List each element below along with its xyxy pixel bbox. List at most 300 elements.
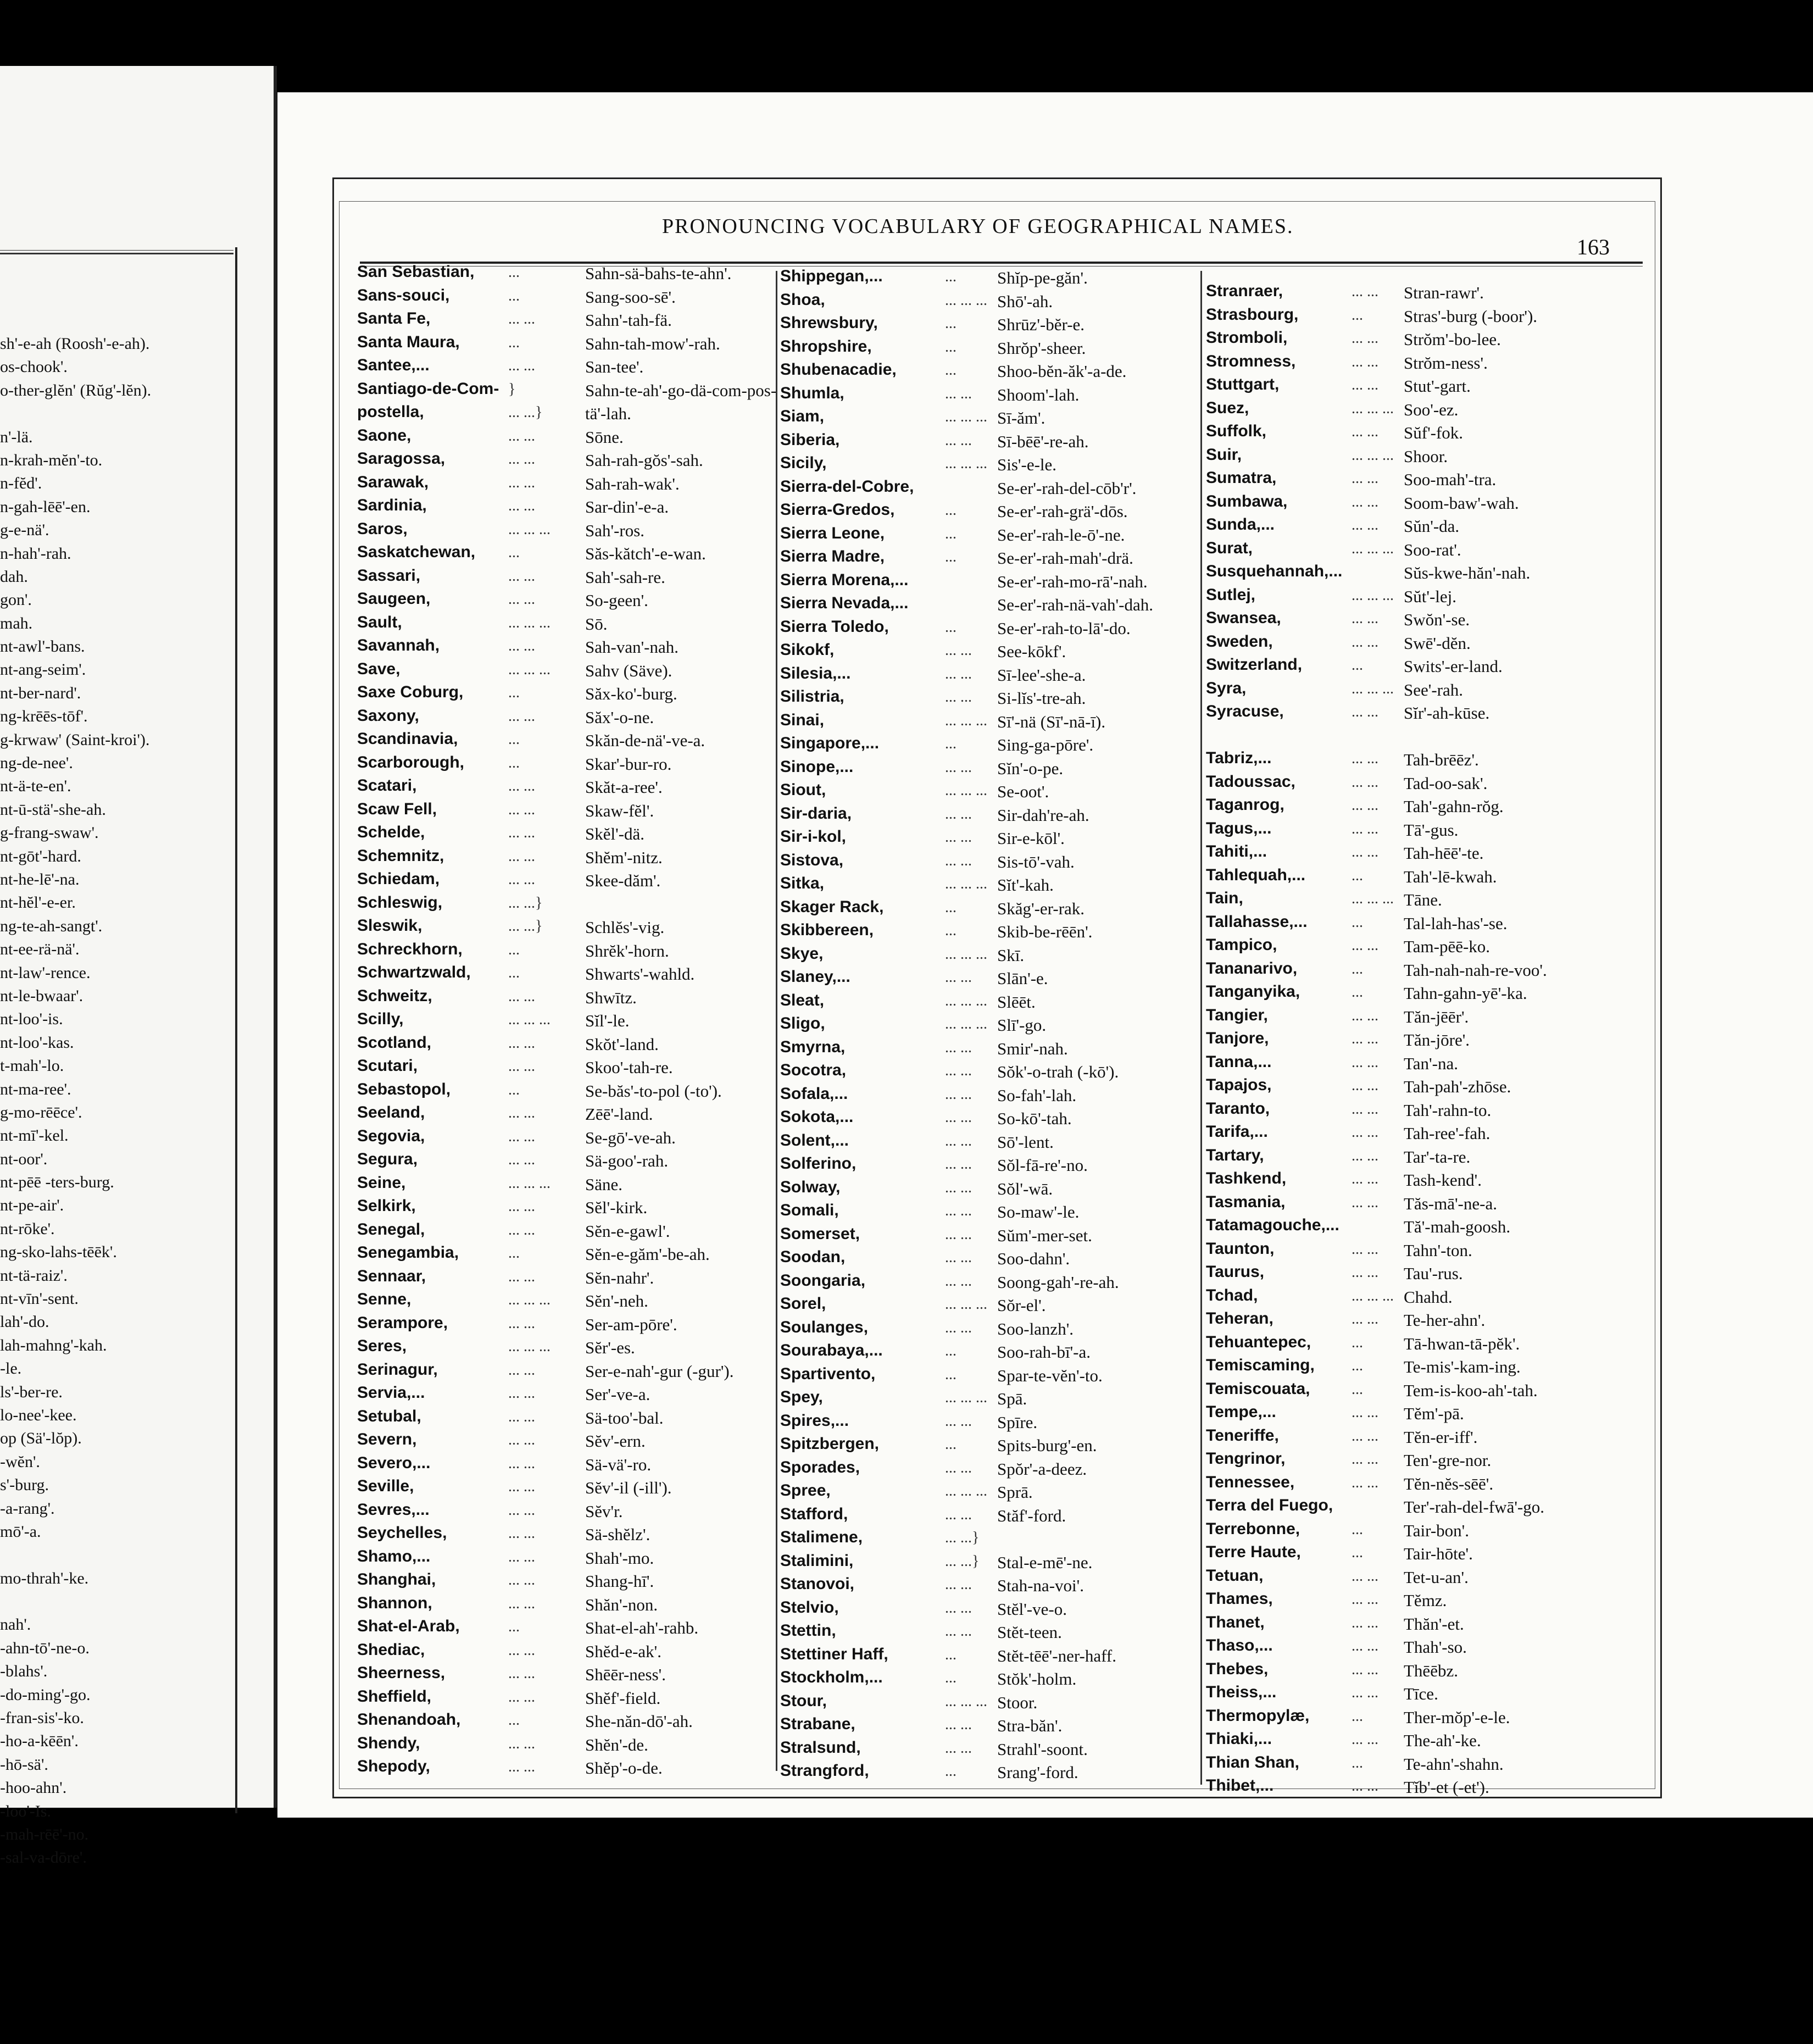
leader-dots: ... ... <box>945 1412 972 1430</box>
leader-dots: ... ... <box>1352 773 1378 791</box>
pronunciation: Tash-kend'. <box>1404 1170 1482 1190</box>
leader-dots: ... ... <box>945 852 972 869</box>
leader-dots: ... ... <box>1352 1264 1378 1281</box>
leader-dots: ... <box>508 1245 520 1262</box>
pronunciation: Sĭt'-kah. <box>997 875 1054 895</box>
vocabulary-entry <box>357 1710 764 1734</box>
left-list-line: os-chook'. <box>0 358 68 376</box>
place-name: Severn, <box>357 1430 417 1448</box>
vocabulary-entry <box>780 618 1198 641</box>
pronunciation: Shĕn'-de. <box>585 1735 648 1754</box>
vocabulary-entry <box>1206 539 1645 563</box>
leader-dots: ... ... <box>508 1385 535 1402</box>
vocabulary-entry <box>1206 1006 1645 1030</box>
left-list-line: o-ther-glĕn' (Rŭg'-lĕn). <box>0 381 152 399</box>
leader-dots: ... ... <box>508 1595 535 1612</box>
leader-dots: ... ... <box>508 1548 535 1565</box>
place-name: Sheerness, <box>357 1664 446 1682</box>
vocabulary-entry <box>780 1575 1198 1598</box>
vocabulary-entry <box>1206 1660 1645 1684</box>
place-name: Shoa, <box>780 290 825 309</box>
vocabulary-entry <box>1206 1193 1645 1217</box>
leader-dots: ... <box>1352 1707 1363 1725</box>
leader-dots: ... ... <box>1352 843 1378 860</box>
vocabulary-entry <box>780 1388 1198 1412</box>
place-name: Temiscouata, <box>1206 1379 1310 1398</box>
pronunciation: Smir'-nah. <box>997 1038 1068 1058</box>
pronunciation: Tah-pah'-zhōse. <box>1404 1077 1511 1096</box>
pronunciation: Sahn-tah-mow'-rah. <box>585 334 720 353</box>
place-name: Syra, <box>1206 679 1247 697</box>
vocabulary-entry <box>357 963 764 987</box>
place-name: Shippegan,... <box>780 267 883 285</box>
vocabulary-entry <box>1206 959 1645 983</box>
vocabulary-entry <box>780 711 1198 735</box>
pronunciation: Spits-burg'-en. <box>997 1436 1097 1455</box>
place-name: Shropshire, <box>780 337 872 356</box>
pronunciation: Tĕn-er-iff'. <box>1404 1427 1478 1447</box>
vocabulary-entry <box>1206 1426 1645 1450</box>
place-name: Solway, <box>780 1177 841 1196</box>
leader-dots: ... ... <box>945 1319 972 1336</box>
pronunciation: Sŏk'-o-trah (-kō'). <box>997 1062 1119 1081</box>
leader-dots: ... ... <box>1352 1030 1378 1047</box>
pronunciation: Tīce. <box>1404 1684 1438 1703</box>
leader-dots: ... ... ... <box>945 408 987 425</box>
leader-dots: ... <box>1352 1754 1363 1771</box>
place-name: Somali, <box>780 1201 839 1219</box>
place-name: Saskatchewan, <box>357 543 476 561</box>
leader-dots: ... ... <box>1352 516 1378 534</box>
leader-dots: ... ... ... <box>1352 680 1394 697</box>
left-list-line: -ho-a-kēēn'. <box>0 1732 79 1751</box>
leader-dots: ... ... <box>1352 283 1378 300</box>
vocabulary-entry <box>780 384 1198 408</box>
place-name: Schwartzwald, <box>357 963 471 981</box>
pronunciation: Tăs-mā'-ne-a. <box>1404 1193 1497 1213</box>
leader-dots: ... ... <box>945 969 972 986</box>
place-name: Tchad, <box>1206 1286 1258 1304</box>
vocabulary-entry <box>780 1435 1198 1458</box>
leader-dots: ... ... <box>945 1156 972 1173</box>
leader-dots: ... <box>1352 913 1363 931</box>
vocabulary-entry <box>357 1337 764 1360</box>
left-list-line: nt-ū-stä'-she-ah. <box>0 800 106 819</box>
leader-dots: ... <box>1352 657 1363 674</box>
pronunciation: Skoo'-tah-re. <box>585 1058 673 1077</box>
place-name: Syracuse, <box>1206 702 1284 720</box>
place-name: Severo,... <box>357 1453 431 1472</box>
place-name: Stuttgart, <box>1206 375 1280 393</box>
pronunciation: Strŏm-ness'. <box>1404 353 1488 373</box>
vocabulary-entry <box>780 1318 1198 1342</box>
leader-dots: ... ... <box>508 1314 535 1332</box>
pronunciation: Tĕm'-pā. <box>1404 1404 1464 1423</box>
place-name: Tarifa,... <box>1206 1123 1268 1141</box>
left-list-line: s'-burg. <box>0 1476 49 1495</box>
pronunciation: Sŭt'-lej. <box>1404 586 1456 606</box>
pronunciation: Se-er'-rah-le-ō'-ne. <box>997 525 1125 545</box>
leader-dots: ... ... ... <box>945 945 987 963</box>
left-list-line: n'-lä. <box>0 427 33 446</box>
vocabulary-entry <box>357 1734 764 1758</box>
left-list-line: nt-ä-te-en'. <box>0 777 71 796</box>
pronunciation: Soo'-ez. <box>1404 399 1459 419</box>
pronunciation: So-fah'-lah. <box>997 1085 1077 1105</box>
pronunciation: Tar'-ta-re. <box>1404 1147 1471 1167</box>
place-name: Slaney,... <box>780 968 850 986</box>
vocabulary-entry <box>1206 982 1645 1006</box>
place-name: Siam, <box>780 407 825 425</box>
place-name: Thebes, <box>1206 1659 1269 1678</box>
place-name: Spitzbergen, <box>780 1435 880 1453</box>
vocabulary-entry <box>357 1057 764 1080</box>
place-name: Tahlequah,... <box>1206 865 1306 884</box>
pronunciation: Thăn'-et. <box>1404 1614 1464 1634</box>
vocabulary-entry <box>1206 1356 1645 1380</box>
leader-dots: ... ... ... <box>1352 540 1394 557</box>
place-name: Saugeen, <box>357 590 431 608</box>
left-pronunciation-list <box>0 332 235 1870</box>
left-list-line: ng-krēēs-tōf'. <box>0 707 88 726</box>
vocabulary-entry <box>1206 1473 1645 1497</box>
place-name: Thaso,... <box>1206 1636 1273 1654</box>
place-name: Savannah, <box>357 636 440 654</box>
place-name: Tanjore, <box>1206 1029 1269 1047</box>
vocabulary-entry <box>780 1715 1198 1738</box>
pronunciation: Ten'-gre-nor. <box>1404 1451 1492 1470</box>
vocabulary-entry <box>780 1248 1198 1271</box>
left-list-line: t-mah'-lo. <box>0 1057 64 1075</box>
column-divider-2 <box>1200 271 1202 1785</box>
place-name: Tatamagouche,... <box>1206 1216 1339 1234</box>
column-divider-1 <box>776 271 777 1771</box>
leader-dots: } <box>508 380 516 398</box>
leader-dots: ... ... <box>1352 1660 1378 1678</box>
vocabulary-entry <box>357 776 764 800</box>
leader-dots: ... <box>945 502 956 519</box>
vocabulary-entry <box>780 1738 1198 1762</box>
place-name: Tahiti,... <box>1206 842 1267 860</box>
leader-dots: ... ...} <box>508 894 543 912</box>
vocabulary-entry <box>780 641 1198 664</box>
pronunciation: Sar-din'-e-a. <box>585 497 669 516</box>
leader-dots: ... ... ... <box>508 1338 550 1355</box>
pronunciation: Spar-te-vĕn'-to. <box>997 1365 1103 1385</box>
vocabulary-entry <box>780 501 1198 524</box>
pronunciation: Sŭn'-da. <box>1404 516 1460 536</box>
leader-dots: ... ... <box>945 1623 972 1640</box>
pronunciation: Shat-el-ah'-rahb. <box>585 1618 699 1637</box>
pronunciation: Se-băs'-to-pol (-to'). <box>585 1081 722 1101</box>
pronunciation: Stŏk'-holm. <box>997 1669 1077 1688</box>
leader-dots: ... ... <box>508 707 535 725</box>
leader-dots: ... <box>1352 1357 1363 1374</box>
vocabulary-entry <box>357 1197 764 1220</box>
vocabulary-entry <box>780 1154 1198 1178</box>
place-name: Schleswig, <box>357 893 443 912</box>
vocabulary-entry <box>1206 399 1645 423</box>
vocabulary-entry <box>357 356 764 380</box>
leader-dots: ... <box>945 1669 956 1686</box>
vocabulary-entry <box>780 758 1198 781</box>
left-list-line: nt-hĕl'-e-er. <box>0 893 76 912</box>
leader-dots: ... ... ... <box>945 992 987 1009</box>
pronunciation: Ter'-rah-del-fwā'-go. <box>1404 1497 1544 1517</box>
place-name: Stockholm,... <box>780 1668 883 1686</box>
leader-dots: ... ... <box>945 642 972 659</box>
leader-dots: ... ... <box>945 385 972 402</box>
leader-dots: ... ... <box>1352 820 1378 837</box>
vocabulary-entry <box>780 1645 1198 1669</box>
pronunciation: Ser-e-nah'-gur (-gur'). <box>585 1361 734 1381</box>
vocabulary-entry <box>1206 726 1645 749</box>
place-name: Swansea, <box>1206 609 1281 627</box>
leader-dots: ... ... <box>945 758 972 776</box>
vocabulary-entry <box>1206 796 1645 819</box>
place-name: Senegambia, <box>357 1243 459 1262</box>
pronunciation: Tair-hōte'. <box>1404 1544 1473 1563</box>
place-name: Shumla, <box>780 384 844 402</box>
vocabulary-entry <box>1206 1707 1645 1730</box>
leader-dots: ... ... <box>508 1735 535 1752</box>
pronunciation: Schlĕs'-vig. <box>585 918 665 937</box>
pronunciation: Se-gō'-ve-ah. <box>585 1127 676 1147</box>
vocabulary-entry <box>1206 1753 1645 1777</box>
vocabulary-entry <box>780 1412 1198 1435</box>
vocabulary-entry <box>1206 1333 1645 1357</box>
left-list-line: nt-loo'-kas. <box>0 1033 74 1052</box>
pronunciation: Sä-too'-bal. <box>585 1408 664 1428</box>
leader-dots: ... ... <box>508 1688 535 1706</box>
leader-dots: ... ... <box>508 1641 535 1659</box>
vocabulary-entry <box>1206 1309 1645 1333</box>
vocabulary-entry <box>780 874 1198 898</box>
pronunciation: Sah'-ros. <box>585 520 645 540</box>
pronunciation: Tah'-lē-kwah. <box>1404 867 1497 886</box>
pronunciation: Shĕm'-nitz. <box>585 847 663 867</box>
leader-dots: ... <box>508 964 520 981</box>
pronunciation: Sŏr-el'. <box>997 1296 1046 1315</box>
pronunciation: Sä-vä'-ro. <box>585 1454 652 1474</box>
vocabulary-entry <box>780 1692 1198 1715</box>
place-name: Sligo, <box>780 1014 825 1032</box>
vocabulary-entry <box>780 851 1198 875</box>
pronunciation: Ser-am-pōre'. <box>585 1314 677 1334</box>
pronunciation: Zēē'-land. <box>585 1104 653 1124</box>
pronunciation: Soo-lanzh'. <box>997 1319 1074 1338</box>
vocabulary-entry <box>357 449 764 473</box>
place-name: Surat, <box>1206 538 1253 557</box>
leader-dots: ... ... <box>945 665 972 682</box>
pronunciation: Tahn'-ton. <box>1404 1240 1472 1260</box>
leader-dots: ... ... <box>1352 1684 1378 1701</box>
vocabulary-entry <box>1206 1099 1645 1123</box>
pronunciation: Swē'-dĕn. <box>1404 633 1471 653</box>
pronunciation: Se-er'-rah-grä'-dōs. <box>997 502 1128 521</box>
pronunciation: See-kōkf'. <box>997 642 1066 661</box>
place-name: Sierra Madre, <box>780 547 885 565</box>
leader-dots: ... <box>1352 1334 1363 1351</box>
pronunciation: Stran-rawr'. <box>1404 283 1484 302</box>
pronunciation: Spīre. <box>997 1412 1038 1432</box>
leader-dots: ... <box>1352 867 1363 884</box>
vocabulary-entry <box>780 1108 1198 1131</box>
vocabulary-entry <box>780 1598 1198 1622</box>
left-list-line: g-frang-swaw'. <box>0 824 99 842</box>
leader-dots: ... ... <box>1352 750 1378 767</box>
vocabulary-entry <box>780 337 1198 361</box>
vocabulary-entry <box>780 1201 1198 1225</box>
pronunciation: Sä-goo'-rah. <box>585 1151 669 1170</box>
pronunciation: Se-er'-rah-mo-rā'-nah. <box>997 571 1148 591</box>
leader-dots: ... ... <box>1352 937 1378 954</box>
leader-dots: ... ... ... <box>945 1482 987 1499</box>
vocabulary-entry <box>357 823 764 847</box>
left-list-line: nt-law'-rence. <box>0 963 91 982</box>
pronunciation: Shah'-mo. <box>585 1548 654 1568</box>
place-name: Senegal, <box>357 1220 425 1238</box>
vocabulary-entry <box>1206 866 1645 890</box>
place-name: Tapajos, <box>1206 1076 1272 1094</box>
vocabulary-entry <box>357 1641 764 1664</box>
leader-dots: ... ... <box>1352 633 1378 651</box>
leader-dots: ... <box>1352 960 1363 977</box>
leader-dots: ... ... <box>508 1104 535 1121</box>
leader-dots: ... ... ... <box>945 455 987 472</box>
pronunciation: Shoor. <box>1404 446 1448 466</box>
left-list-line: nt-vīn'-sent. <box>0 1290 79 1308</box>
left-list-line <box>0 1590 235 1613</box>
leader-dots: ... ... <box>945 1599 972 1617</box>
place-name: Susquehannah,... <box>1206 562 1343 580</box>
vocabulary-entry <box>357 1384 764 1407</box>
vocabulary-entry <box>357 403 764 426</box>
vocabulary-entry <box>357 1664 764 1687</box>
place-name: Shannon, <box>357 1593 432 1612</box>
leader-dots: ... ... <box>945 1132 972 1149</box>
leader-dots: ... ... <box>508 567 535 585</box>
pronunciation: Sahv (Säve). <box>585 660 672 680</box>
pronunciation: Sis-tō'-vah. <box>997 852 1075 871</box>
place-name: Strabane, <box>780 1715 855 1733</box>
place-name: Teheran, <box>1206 1309 1273 1328</box>
place-name: Skye, <box>780 944 824 963</box>
pronunciation: Sä-shĕlz'. <box>585 1525 650 1544</box>
leader-dots: ... ...} <box>945 1552 980 1570</box>
left-list-line: mah. <box>0 614 33 632</box>
pronunciation: Sō'-lent. <box>997 1132 1054 1152</box>
vocabulary-entry <box>1206 679 1645 703</box>
vocabulary-entry <box>357 893 764 917</box>
place-name: Sitka, <box>780 874 825 892</box>
vocabulary-entry <box>1206 1053 1645 1076</box>
left-list-line: n-fĕd'. <box>0 474 42 493</box>
leader-dots: ... ... ... <box>1352 890 1394 907</box>
place-name: Socotra, <box>780 1061 847 1079</box>
place-name: Thermopylæ, <box>1206 1706 1310 1725</box>
place-name: Tempe,... <box>1206 1403 1276 1421</box>
place-name: Stalimene, <box>780 1528 863 1546</box>
place-name: Silistria, <box>780 687 844 706</box>
pronunciation: Te-her-ahn'. <box>1404 1310 1486 1330</box>
leader-dots: ... ... <box>508 1501 535 1519</box>
place-name: Strasbourg, <box>1206 305 1299 324</box>
leader-dots: ... <box>945 922 956 939</box>
vocabulary-entry <box>357 1174 764 1197</box>
vocabulary-entry <box>780 1621 1198 1645</box>
leader-dots: ... ... <box>508 1198 535 1215</box>
leader-dots: ... ... ... <box>945 712 987 729</box>
vocabulary-entry <box>780 431 1198 454</box>
leader-dots: ... ... <box>508 1058 535 1075</box>
left-list-line: mō'-a. <box>0 1522 41 1541</box>
pronunciation: Sĕv'-ern. <box>585 1431 646 1451</box>
leader-dots: ... ... <box>508 1665 535 1682</box>
pronunciation: Skăn-de-nä'-ve-a. <box>585 731 705 750</box>
pronunciation: Tem-is-koo-ah'-tah. <box>1404 1380 1538 1400</box>
vocabulary-entry <box>1206 562 1645 586</box>
pronunciation: Săx-ko'-burg. <box>585 684 677 703</box>
vocabulary-entry <box>357 800 764 824</box>
leader-dots: ... ... <box>508 451 535 468</box>
vocabulary-entry <box>1206 609 1645 632</box>
vocabulary-entry <box>780 360 1198 384</box>
place-name: San Sebastian, <box>357 263 475 281</box>
leader-dots: ... ... <box>508 1408 535 1425</box>
leader-dots: ... ... <box>508 801 535 818</box>
pronunciation: The-ah'-ke. <box>1404 1731 1481 1750</box>
place-name: Scarborough, <box>357 753 465 771</box>
place-name: Somerset, <box>780 1224 860 1243</box>
pronunciation: Stra-băn'. <box>997 1716 1063 1735</box>
pronunciation: Tan'-na. <box>1404 1053 1458 1073</box>
pronunciation: Tah-brēēz'. <box>1404 750 1479 769</box>
pronunciation: Säne. <box>585 1174 623 1194</box>
vocabulary-entry <box>780 991 1198 1015</box>
leader-dots: ... <box>945 1365 956 1383</box>
vocabulary-entry <box>780 1178 1198 1202</box>
pronunciation: Shĕp'-o-de. <box>585 1758 663 1778</box>
page-number: 163 <box>1577 235 1610 259</box>
leader-dots: ... ... <box>508 357 535 374</box>
left-list-line: ng-sko-lahs-tēēk'. <box>0 1243 117 1262</box>
place-name: Tain, <box>1206 889 1243 907</box>
place-name: Saragossa, <box>357 449 446 468</box>
vocabulary-entry <box>780 827 1198 851</box>
leader-dots: ... <box>508 941 520 958</box>
vocabulary-entry <box>780 547 1198 571</box>
pronunciation: Skăt-a-ree'. <box>585 777 663 797</box>
left-list-line: ng-te-ah-sangt'. <box>0 917 103 935</box>
place-name: Theiss,... <box>1206 1683 1277 1701</box>
leader-dots: ... ... ... <box>508 1011 550 1028</box>
place-name: Tennessee, <box>1206 1473 1295 1491</box>
place-name: Terre Haute, <box>1206 1543 1301 1561</box>
pronunciation: Sah-rah-gŏs'-sah. <box>585 451 703 470</box>
leader-dots: ... <box>945 268 956 285</box>
pronunciation: Sĕv'r. <box>585 1501 623 1521</box>
place-name: Spree, <box>780 1481 831 1499</box>
left-header-rule-thin <box>0 250 233 251</box>
vocabulary-entry <box>780 664 1198 688</box>
place-name: Sikokf, <box>780 641 835 659</box>
vocabulary-entry <box>357 1477 764 1501</box>
place-name: Sierra Toledo, <box>780 617 889 636</box>
place-name: Sinai, <box>780 710 825 729</box>
pronunciation: Skăg'-er-rak. <box>997 898 1085 918</box>
left-list-line <box>0 402 235 425</box>
